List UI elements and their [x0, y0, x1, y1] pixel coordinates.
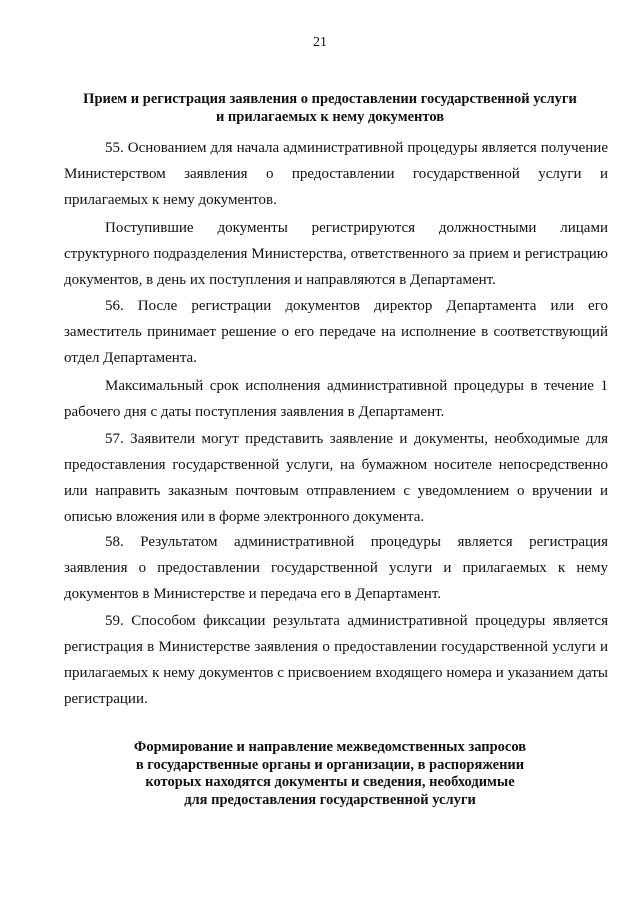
paragraph-57: 57. Заявители могут представить заявление и документы, необходимые для предоставления государственной услуги, на бумажном носителе непосредственно или направить заказным почтовым отправлением с уведомлением о вручении и описью вложения или в форме электронного документа. — [64, 431, 608, 525]
heading-line: Прием и регистрация заявления о предоставлении государственной услуги — [83, 91, 577, 107]
heading-line: в государственные органы и организации, в распоряжении — [135, 756, 525, 773]
paragraph-55: 55. Основанием для начала административной процедуры является получение Министерством заявления о предоставлении государственной услуги и прилагаемых к нему документов. — [64, 140, 608, 208]
page-number: 21 — [313, 35, 327, 50]
heading-line: для предоставления государственной услуги — [184, 791, 476, 808]
heading-line: Формирование и направление межведомственных запросов — [133, 739, 527, 755]
paragraph-55-continued: Поступившие документы регистрируются должностными лицами структурного подразделения Министерства, ответственного за прием и регистрацию документов, в день их поступления и направляются в Департамент. — [64, 220, 608, 288]
paragraph-56: 56. После регистрации документов директор Департамента или его заместитель принимает решение о его передаче на исполнение в соответствующий отдел Департамента. — [64, 298, 608, 366]
section-heading-interagency-requests — [60, 739, 600, 809]
section-heading-registration — [60, 90, 600, 126]
heading-line: которых находятся документы и сведения, необходимые — [145, 774, 515, 790]
heading-line: и прилагаемых к нему документов — [215, 109, 445, 125]
paragraph-56-continued: Максимальный срок исполнения административной процедуры в течение 1 рабочего дня с даты поступления заявления в Департамент. — [64, 378, 608, 420]
paragraph-58: 58. Результатом административной процедуры является регистрация заявления о предоставлении государственной услуги и прилагаемых к нему документов в Министерстве и передача его в Департамент. — [64, 534, 608, 602]
paragraph-59: 59. Способом фиксации результата административной процедуры является регистрация в Министерстве заявления о предоставлении государственной услуги и прилагаемых к нему документов с присвоением входящего номера и указанием даты регистрации. — [64, 613, 608, 707]
